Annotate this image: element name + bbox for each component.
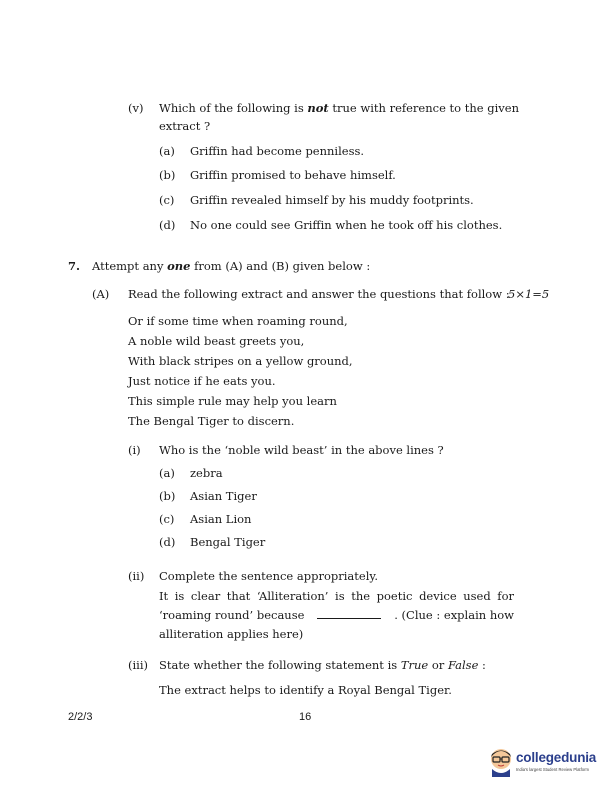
q7a-label: (A)	[92, 287, 110, 301]
paper-code: 2/2/3	[68, 711, 93, 723]
page-number: 16	[299, 711, 312, 723]
q7a-instruction: Read the following extract and answer the questions that follow :	[128, 287, 510, 301]
poem-line: This simple rule may help you learn	[128, 394, 337, 408]
q7ii-line1: Complete the sentence appropriately.	[159, 569, 379, 583]
q6v-option-b: (b) Griffin promised to behave himself.	[159, 168, 396, 182]
q7i-number: (i)	[128, 443, 141, 457]
mascot-icon	[488, 747, 514, 777]
q6v-number: (v)	[128, 101, 144, 115]
q7a-marks: 5×1=5	[508, 287, 550, 301]
poem-line: With black stripes on a yellow ground,	[128, 354, 353, 368]
q7-heading: Attempt any one from (A) and (B) given below :	[92, 259, 371, 273]
poem-line: A noble wild beast greets you,	[128, 334, 305, 348]
q6v-option-c: (c) Griffin revealed himself by his muddy footprints.	[159, 193, 474, 207]
answer-blank[interactable]	[317, 608, 381, 619]
collegedunia-logo	[488, 745, 600, 781]
q7i-option-d: (d) Bengal Tiger	[159, 535, 266, 549]
q7ii-line3: ‘roaming round’ because . (Clue : explain how	[159, 608, 514, 622]
q7i-option-a: (a) zebra	[159, 466, 223, 480]
q6v-question-line1: Which of the following is not true with reference to the given	[159, 101, 519, 115]
q7ii-number: (ii)	[128, 569, 145, 583]
q6v-option-d: (d) No one could see Griffin when he took off his clothes.	[159, 218, 503, 232]
q7iii-question: State whether the following statement is True or False :	[159, 658, 486, 672]
q6v-option-a: (a) Griffin had become penniless.	[159, 144, 365, 158]
q6v-question-line2: extract ?	[159, 119, 211, 133]
poem-line: The Bengal Tiger to discern.	[128, 414, 295, 428]
emphasis-not: not	[307, 101, 329, 115]
q7ii-line2: It is clear that ‘Alliteration’ is the poetic device used for	[159, 589, 514, 603]
logo-tagline: India's largest Student Review Platform	[516, 767, 589, 772]
q7iii-statement: The extract helps to identify a Royal Bengal Tiger.	[159, 683, 452, 697]
q7ii-line4: alliteration applies here)	[159, 627, 304, 641]
logo-text: collegedunia	[516, 750, 597, 765]
q7-number: 7.	[68, 259, 81, 273]
emphasis-one: one	[167, 259, 191, 273]
q7i-option-c: (c) Asian Lion	[159, 512, 252, 526]
poem-line: Or if some time when roaming round,	[128, 314, 348, 328]
q7i-option-b: (b) Asian Tiger	[159, 489, 257, 503]
q7iii-number: (iii)	[128, 658, 149, 672]
poem-line: Just notice if he eats you.	[128, 374, 276, 388]
q7i-question: Who is the ‘noble wild beast’ in the above lines ?	[159, 443, 444, 457]
